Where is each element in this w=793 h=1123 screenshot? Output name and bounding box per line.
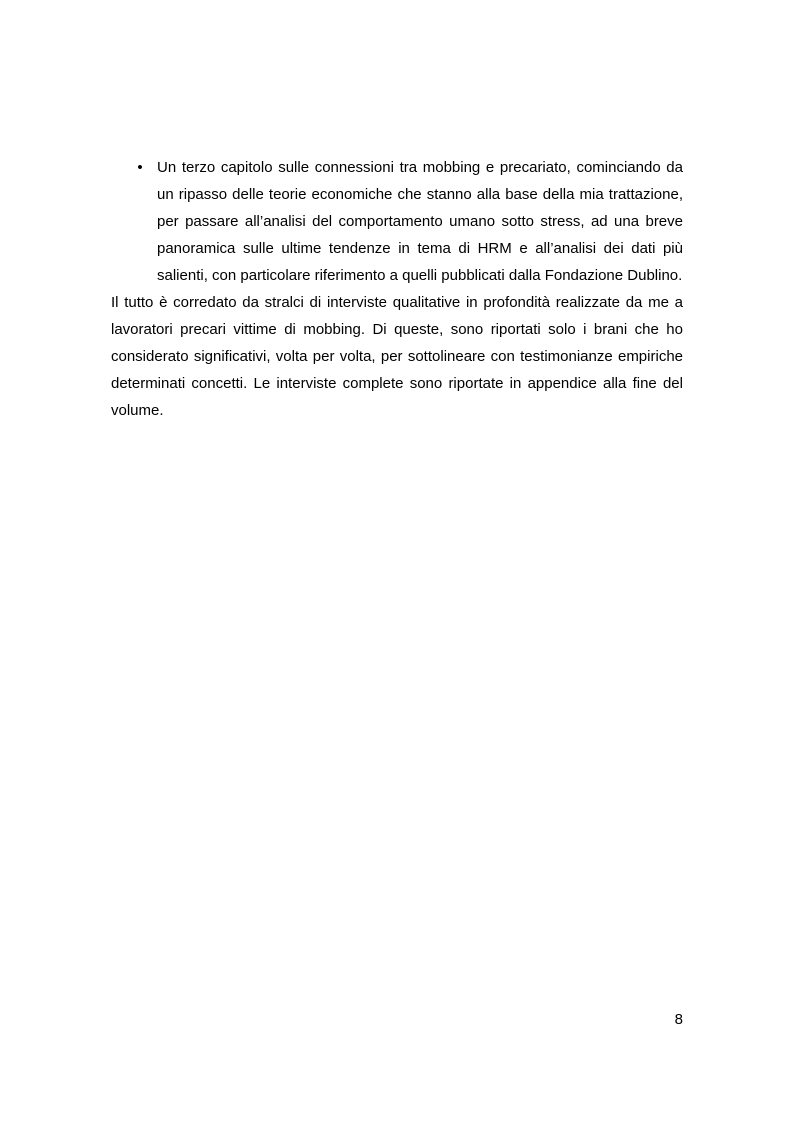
bullet-item [137,154,683,289]
body-text [111,154,683,424]
bullet-marker: • [137,159,143,176]
page-number: 8 [674,1011,683,1028]
bullet-list [111,154,683,289]
bullet-text: Un terzo capitolo sulle connessioni tra mobbing e precariato, cominciando da un ripasso delle teorie economiche che stanno alla base della mia trattazione, per passare all’analisi del comportamento umano sotto stress, ad una breve panoramica sulle ultime tendenze in tema di HRM e all’analisi dei dati più salienti, con particolare riferimento a quelli pubblicati dalla Fondazione Dublino. [157,159,683,284]
body-paragraph: Il tutto è corredato da stralci di interviste qualitative in profondità realizzate da me a lavoratori precari vittime di mobbing. Di queste, sono riportati solo i brani che ho considerato significativi, volta per volta, per sottolineare con testimonianze empiriche determinati concetti. Le interviste complete sono riportate in appendice alla fine del volume. [111,294,683,419]
